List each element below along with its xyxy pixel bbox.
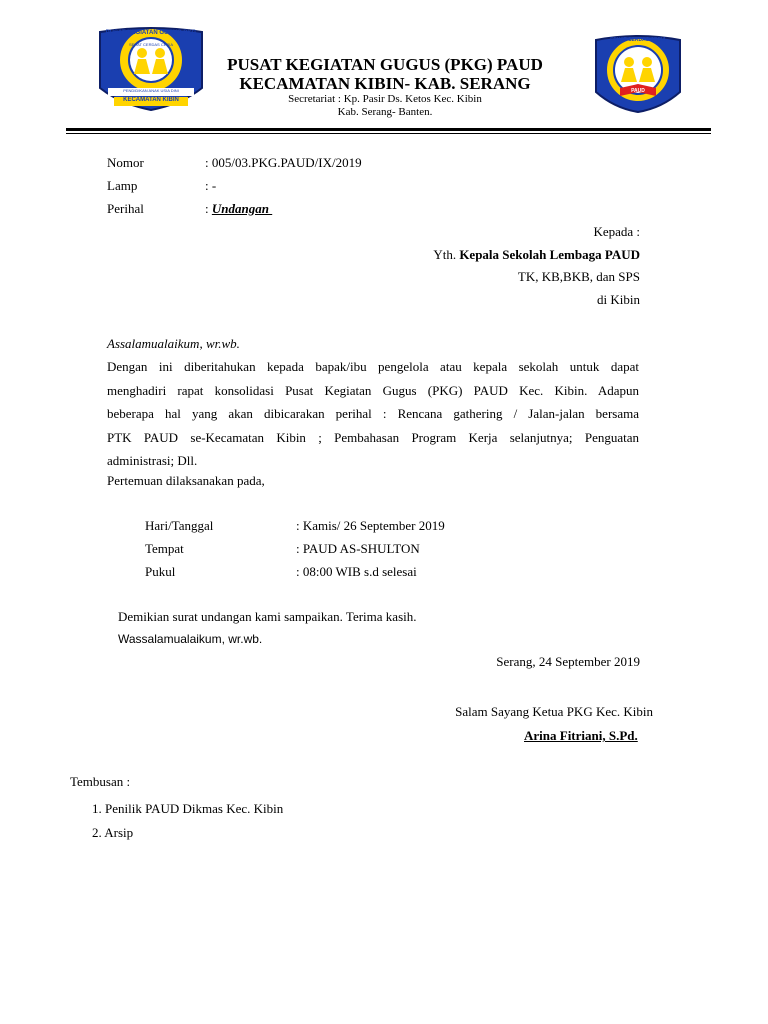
pertemuan-text: Pertemuan dilaksanakan pada,: [107, 473, 265, 488]
event-value: : 08:00 WIB s.d selesai: [296, 564, 417, 579]
org-title-line2: KECAMATAN KIBIN- KAB. SERANG: [239, 74, 531, 93]
yth-prefix: Yth.: [433, 247, 460, 262]
body-paragraph: [107, 355, 639, 473]
event-value: : PAUD AS-SHULTON: [296, 541, 420, 556]
logo-left-banner2: KECAMATAN KIBIN: [123, 97, 179, 103]
tembusan-item: 2. Arsip: [92, 825, 134, 840]
paragraph-line: beberapa hal yang akan dibicarakan perihal : Rencana gathering / Jalan-jalan bersama: [107, 406, 639, 421]
perihal-field: [205, 201, 272, 217]
recipient-yth: [433, 247, 640, 263]
event-label: Tempat: [145, 541, 184, 556]
place-date: Serang, 24 September 2019: [496, 654, 640, 669]
recipient-name: Kepala Sekolah Lembaga PAUD: [459, 247, 640, 262]
header-rule-thin: [66, 133, 711, 134]
nomor-label: Nomor: [107, 155, 144, 170]
greeting: Assalamualaikum, wr.wb.: [107, 336, 240, 351]
perihal-colon: :: [205, 201, 212, 216]
event-value: : Kamis/ 26 September 2019: [296, 518, 445, 533]
paragraph-line: Dengan ini diberitahukan kepada bapak/ibu pengelola atau kepala sekolah untuk dapat: [107, 359, 639, 374]
lamp-value: : -: [205, 178, 217, 193]
nomor-value: : 005/03.PKG.PAUD/IX/2019: [205, 155, 362, 170]
paragraph-line: menghadiri rapat konsolidasi Pusat Kegiatan Gugus (PKG) PAUD Kec. Kibin. Adapun: [107, 382, 639, 398]
paragraph-line: PTK PAUD se-Kecamatan Kibin ; Pembahasan Program Kerja selanjutnya; Penguatan: [107, 429, 639, 445]
recipient-line2: TK, KB,BKB, dan SPS: [517, 269, 640, 284]
event-label: Hari/Tanggal: [145, 518, 214, 533]
paragraph-line: administrasi; Dll.: [107, 453, 198, 468]
logo-right-book-text: PAUD: [631, 88, 645, 94]
logo-right-ring-text: SEHAT CERDAS CERIA: [609, 37, 667, 43]
kepada-label: Kepada :: [593, 224, 640, 239]
tembusan-item: 1. Penilik PAUD Dikmas Kec. Kibin: [92, 801, 284, 816]
logo-left-banner1: PENDIDIKAN ANAK USIA DINI: [123, 88, 179, 93]
signer-name: Arina Fitriani, S.Pd.: [524, 728, 638, 743]
salam-text: Salam Sayang Ketua PKG Kec. Kibin: [455, 704, 653, 719]
recipient-line3: di Kibin: [597, 292, 640, 307]
closing-text: Demikian surat undangan kami sampaikan. Terima kasih.: [118, 609, 417, 624]
tembusan-title: Tembusan :: [70, 774, 131, 789]
logo-left-ring-text: PUSAT KEGIATAN GUGUS-PKG: [105, 30, 197, 36]
address-line2: Kab. Serang- Banten.: [337, 106, 433, 118]
paud-logo: [590, 34, 686, 114]
address-line1: Secretariat : Kp. Pasir Ds. Ketos Kec. Kibin: [288, 93, 482, 105]
perihal-value: Undangan: [211, 201, 273, 216]
header-rule-thick: [66, 128, 711, 131]
logo-left-inner-text: SEHAT CERDAS CERIA: [128, 42, 174, 47]
wassalam-text: Wassalamualaikum, wr.wb.: [118, 632, 263, 646]
perihal-label: Perihal: [107, 201, 144, 216]
lamp-label: Lamp: [107, 178, 138, 193]
org-title-line1: PUSAT KEGIATAN GUGUS (PKG) PAUD: [227, 55, 543, 74]
event-label: Pukul: [145, 564, 176, 579]
